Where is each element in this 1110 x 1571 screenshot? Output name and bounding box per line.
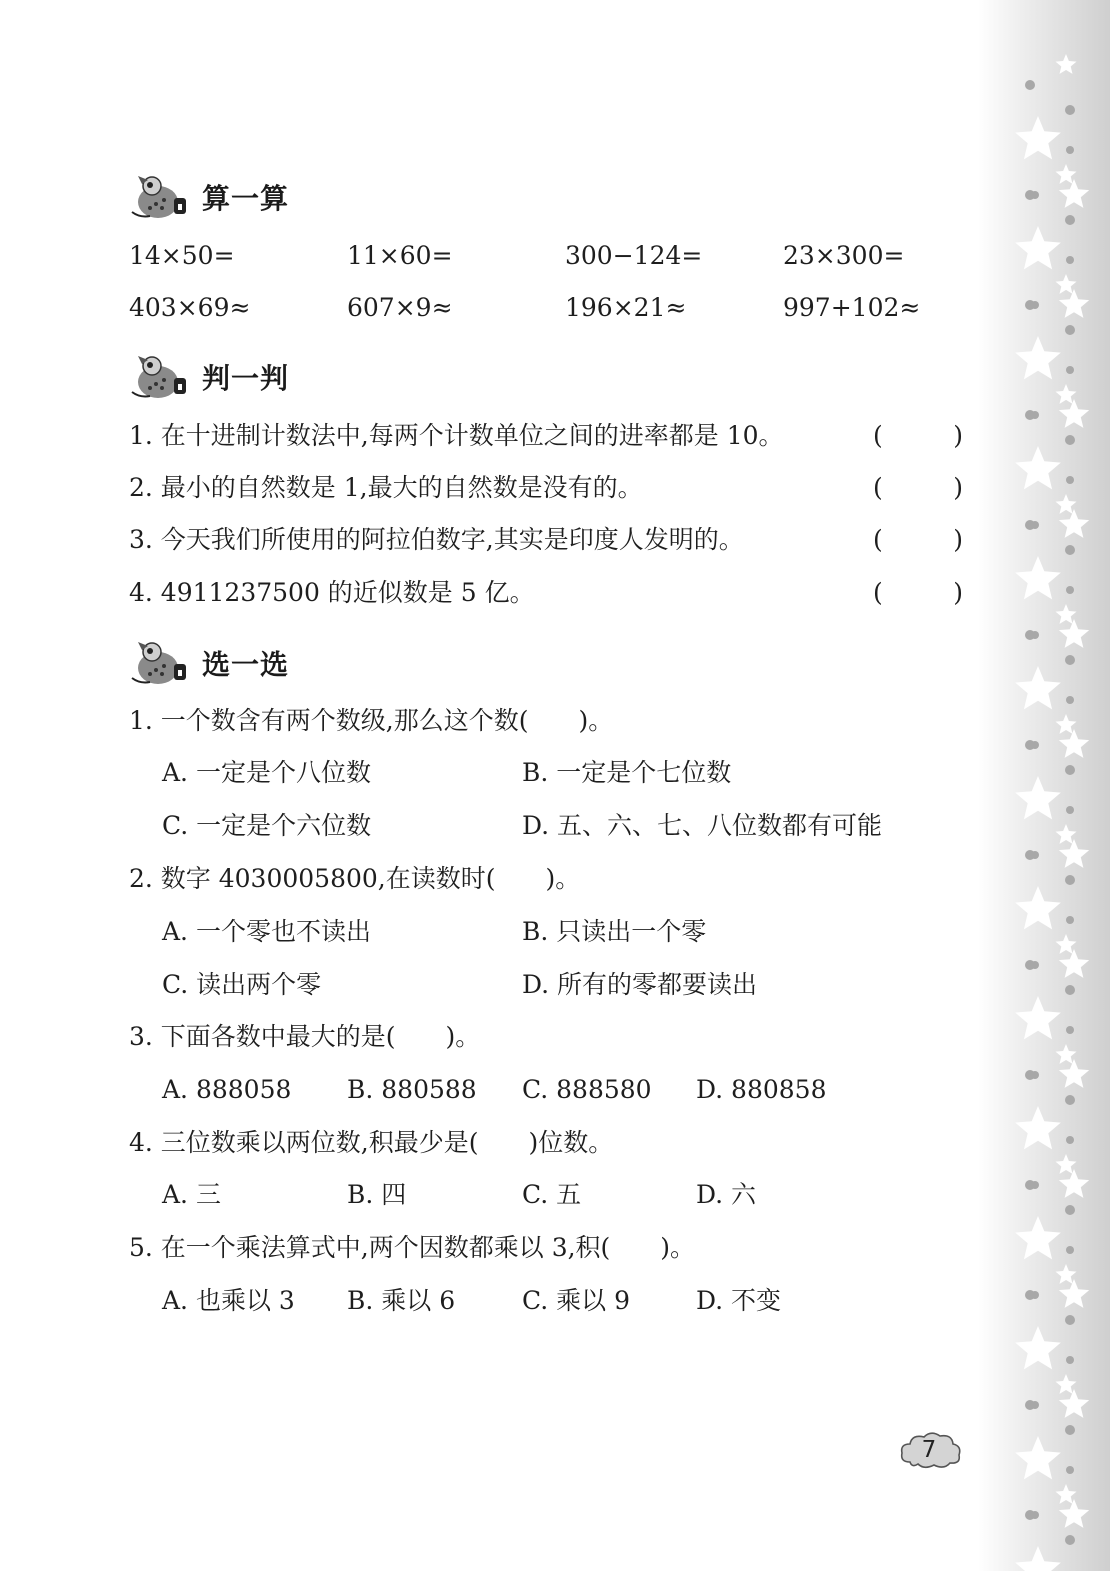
paren-close: ): [953, 473, 963, 502]
paren-close: ): [953, 421, 963, 450]
dot-icon: [1025, 300, 1035, 310]
dot-icon: [1066, 1356, 1074, 1364]
star-icon: [1015, 446, 1061, 489]
dot-icon: [1025, 630, 1035, 640]
dot-icon: [1066, 1026, 1074, 1034]
owl-mascot-icon: [128, 172, 194, 222]
star-icon: [1059, 1279, 1089, 1308]
dot-icon: [1066, 366, 1074, 374]
question-text: 5. 在一个乘法算式中,两个因数都乘以 3,积( )。: [129, 1233, 696, 1262]
dot-icon: [1065, 1535, 1075, 1545]
option[interactable]: A. 一个零也不读出: [162, 917, 371, 946]
star-icon: [1015, 116, 1061, 159]
answer-blank[interactable]: [873, 524, 963, 556]
dot-icon: [1025, 850, 1035, 860]
question-text: 4. 三位数乘以两位数,积最少是( )位数。: [129, 1128, 614, 1157]
dot-icon: [1065, 985, 1075, 995]
star-icon: [1015, 226, 1061, 269]
calc-item: 196×21≈: [565, 293, 687, 322]
option[interactable]: C. 一定是个六位数: [162, 811, 372, 840]
star-icon: [1059, 619, 1089, 648]
dot-icon: [1025, 1180, 1035, 1190]
star-icon: [1056, 54, 1077, 74]
dot-icon: [1066, 586, 1074, 594]
page-number-badge: [898, 1428, 964, 1472]
dot-icon: [1066, 1136, 1074, 1144]
judge-item: 3. 今天我们所使用的阿拉伯数字,其实是印度人发明的。: [129, 525, 744, 554]
option[interactable]: D. 五、六、七、八位数都有可能: [522, 811, 883, 840]
calc-item: 14×50=: [129, 241, 235, 270]
paren-open: (: [873, 525, 883, 554]
option[interactable]: C. 五: [522, 1180, 582, 1209]
option[interactable]: D. 六: [696, 1180, 757, 1209]
option[interactable]: B. 四: [347, 1180, 407, 1209]
dot-icon: [1065, 1425, 1075, 1435]
answer-blank[interactable]: [873, 420, 963, 452]
dot-icon: [1025, 1070, 1035, 1080]
option[interactable]: D. 所有的零都要读出: [522, 970, 758, 999]
paren-close: ): [953, 525, 963, 554]
star-sidebar: [978, 0, 1110, 1571]
star-icon: [1015, 886, 1061, 929]
section-title-judge: 判一判: [202, 362, 290, 395]
option[interactable]: A. 一定是个八位数: [162, 758, 371, 787]
star-icon: [1015, 1546, 1061, 1571]
option[interactable]: A. 三: [162, 1180, 221, 1209]
paren-open: (: [873, 473, 883, 502]
dot-icon: [1065, 655, 1075, 665]
dot-icon: [1065, 875, 1075, 885]
dot-icon: [1025, 1510, 1035, 1520]
dot-icon: [1066, 696, 1074, 704]
dot-icon: [1066, 146, 1074, 154]
dot-icon: [1066, 916, 1074, 924]
section-choose-header: [128, 638, 289, 688]
dot-icon: [1065, 215, 1075, 225]
dot-icon: [1025, 520, 1035, 530]
star-icon: [1015, 1436, 1061, 1479]
owl-mascot-icon: [128, 352, 194, 402]
calc-item: 300−124=: [565, 241, 703, 270]
dot-icon: [1025, 1290, 1035, 1300]
option[interactable]: C. 乘以 9: [522, 1286, 630, 1315]
section-calc-header: [128, 172, 289, 222]
star-icon: [1059, 289, 1089, 318]
owl-mascot-icon: [128, 638, 194, 688]
star-icon: [1015, 996, 1061, 1039]
star-icon: [1015, 776, 1061, 819]
calc-item: 403×69≈: [129, 293, 251, 322]
dot-icon: [1065, 545, 1075, 555]
star-icon: [1059, 179, 1089, 208]
star-icon: [1015, 1216, 1061, 1259]
dot-icon: [1065, 325, 1075, 335]
judge-item: 1. 在十进制计数法中,每两个计数单位之间的进率都是 10。: [129, 421, 784, 450]
dot-icon: [1065, 435, 1075, 445]
dot-icon: [1066, 256, 1074, 264]
dot-icon: [1066, 1466, 1074, 1474]
star-pattern-icon: [978, 0, 1110, 1571]
paren-close: ): [953, 578, 963, 607]
dot-icon: [1066, 1246, 1074, 1254]
dot-icon: [1066, 806, 1074, 814]
star-icon: [1015, 336, 1061, 379]
star-icon: [1015, 1106, 1061, 1149]
option[interactable]: D. 不变: [696, 1286, 782, 1315]
answer-blank[interactable]: [873, 472, 963, 504]
section-title-calc: 算一算: [202, 182, 290, 215]
star-icon: [1059, 399, 1089, 428]
question-text: 1. 一个数含有两个数级,那么这个数( )。: [129, 706, 614, 735]
star-icon: [1059, 729, 1089, 758]
calc-item: 607×9≈: [347, 293, 453, 322]
dot-icon: [1065, 105, 1075, 115]
dot-icon: [1025, 190, 1035, 200]
option[interactable]: B. 一定是个七位数: [522, 758, 732, 787]
dot-icon: [1025, 960, 1035, 970]
option[interactable]: A. 888058: [162, 1075, 292, 1104]
star-icon: [1059, 1499, 1089, 1528]
option[interactable]: C. 读出两个零: [162, 970, 322, 999]
dot-icon: [1025, 740, 1035, 750]
option[interactable]: B. 只读出一个零: [522, 917, 707, 946]
dot-icon: [1065, 765, 1075, 775]
dot-icon: [1065, 1205, 1075, 1215]
paren-open: (: [873, 421, 883, 450]
judge-item: 2. 最小的自然数是 1,最大的自然数是没有的。: [129, 473, 643, 502]
star-icon: [1015, 556, 1061, 599]
dot-icon: [1065, 1095, 1075, 1105]
dot-icon: [1025, 410, 1035, 420]
question-text: 2. 数字 4030005800,在读数时( )。: [129, 864, 581, 893]
calc-item: 997+102≈: [783, 293, 921, 322]
star-icon: [1059, 509, 1089, 538]
star-icon: [1059, 949, 1089, 978]
answer-blank[interactable]: [873, 577, 963, 609]
star-icon: [1059, 839, 1089, 868]
star-icon: [1059, 1389, 1089, 1418]
star-icon: [1015, 666, 1061, 709]
star-icon: [1015, 1326, 1061, 1369]
option[interactable]: D. 880858: [696, 1075, 827, 1104]
option[interactable]: B. 乘以 6: [347, 1286, 456, 1315]
dot-icon: [1066, 476, 1074, 484]
calc-item: 23×300=: [783, 241, 905, 270]
star-icon: [1059, 1059, 1089, 1088]
option[interactable]: A. 也乘以 3: [162, 1286, 295, 1315]
option[interactable]: C. 888580: [522, 1075, 652, 1104]
dot-icon: [1025, 1400, 1035, 1410]
option[interactable]: B. 880588: [347, 1075, 477, 1104]
calc-item: 11×60=: [347, 241, 453, 270]
paren-open: (: [873, 578, 883, 607]
question-text: 3. 下面各数中最大的是( )。: [129, 1022, 481, 1051]
star-icon: [1059, 1169, 1089, 1198]
page-number: 7: [921, 1437, 937, 1463]
judge-item: 4. 4911237500 的近似数是 5 亿。: [129, 578, 535, 607]
dot-icon: [1065, 1315, 1075, 1325]
section-title-choose: 选一选: [202, 648, 290, 681]
section-judge-header: [128, 352, 289, 402]
dot-icon: [1025, 80, 1035, 90]
